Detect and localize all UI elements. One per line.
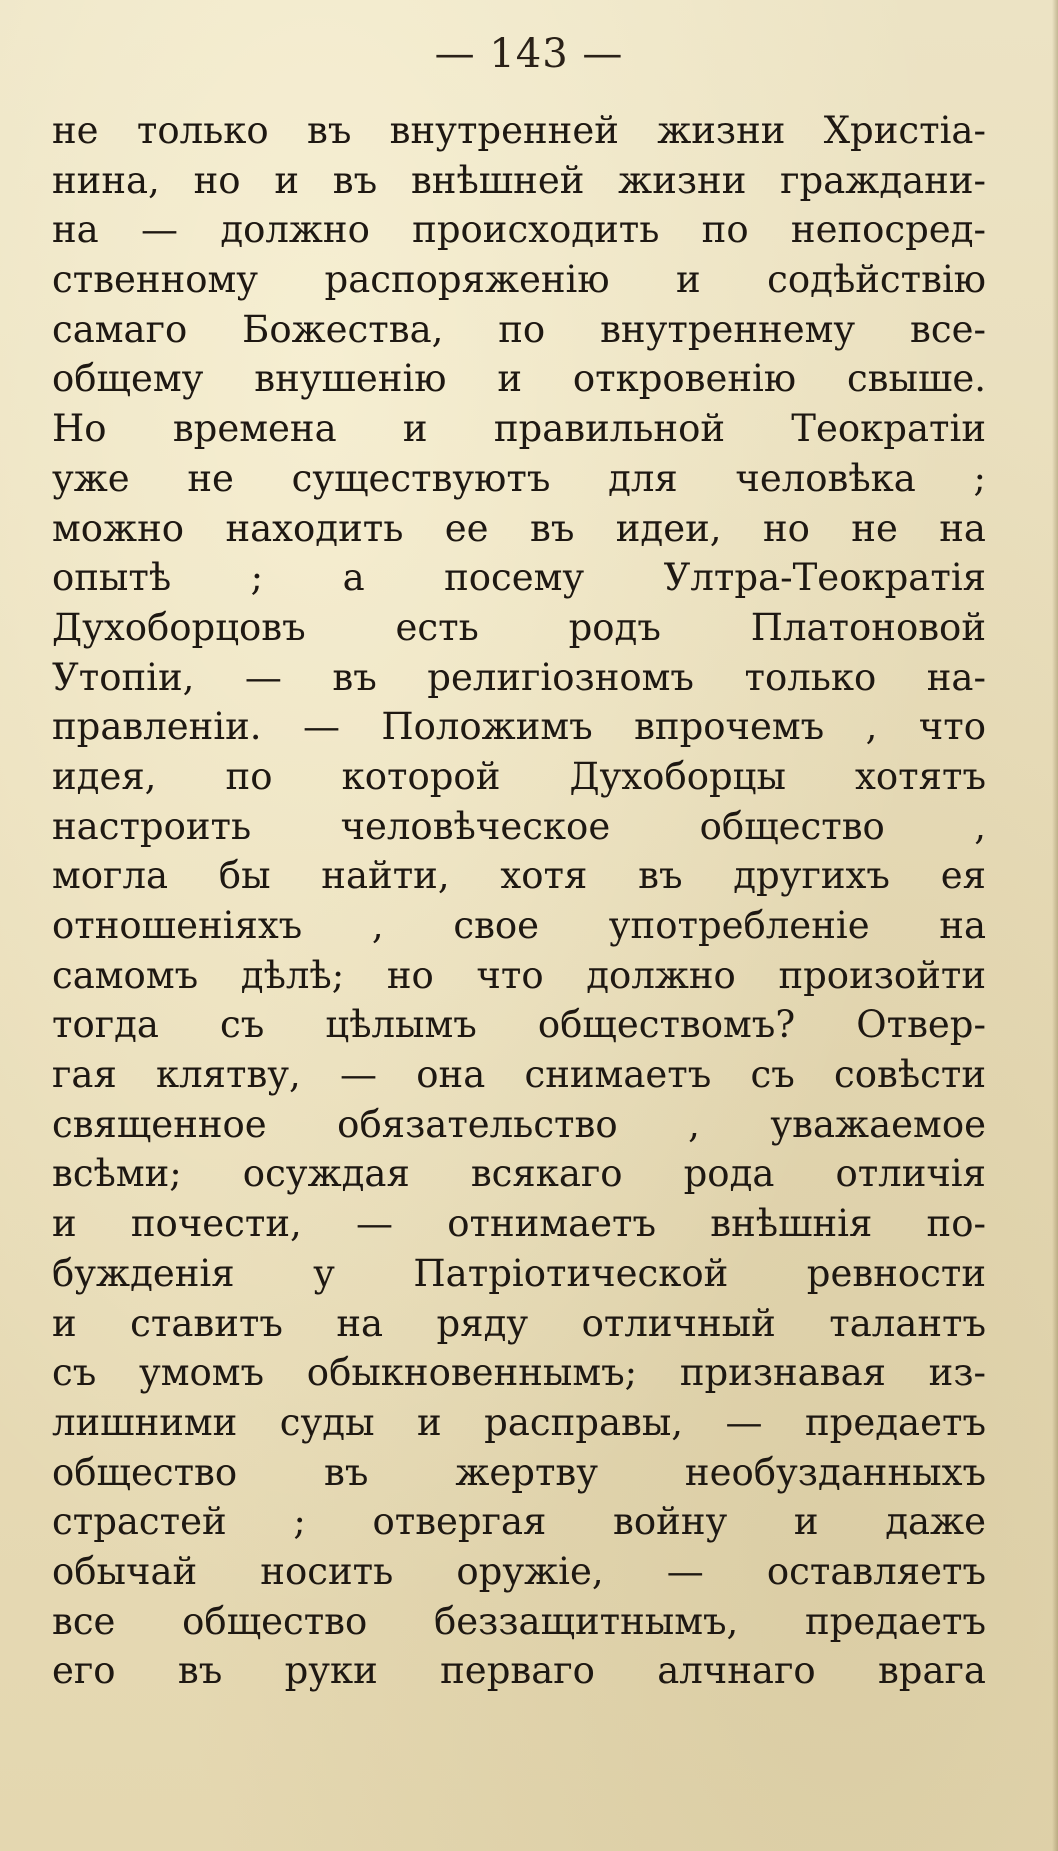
text-line: не только въ внутренней жизни Христіа-	[52, 109, 986, 152]
text-line: страстей ; отвергая войну и даже	[52, 1500, 986, 1544]
text-line: настроить человѣческое общество ,	[52, 804, 986, 848]
text-line: съ умомъ обыкновеннымъ; признавая из-	[52, 1351, 986, 1395]
text-line: можно находить ее въ идеи, но не на	[52, 506, 986, 550]
text-line: гая клятву, — она снимаетъ съ совѣсти	[52, 1053, 986, 1097]
text-line: всѣми; осуждая всякаго рода отличія	[52, 1152, 986, 1196]
text-line: лишними суды и расправы, — предаетъ	[52, 1400, 986, 1444]
text-line: уже не существуютъ для человѣка ;	[52, 456, 986, 500]
text-line: идея, по которой Духоборцы хотятъ	[52, 754, 986, 798]
text-line: и ставитъ на ряду отличный талантъ	[52, 1301, 986, 1345]
text-line: отношеніяхъ , свое употребленіе на	[52, 904, 986, 947]
text-line: самаго Божества, по внутреннему все-	[52, 307, 986, 351]
text-line: бужденія у Патріотической ревности	[52, 1251, 986, 1295]
text-line: общему внушенію и откровенію свыше.	[52, 357, 986, 401]
text-line: общество въ жертву необузданныхъ	[52, 1450, 986, 1494]
text-line: священное обязательство , уважаемое	[52, 1102, 986, 1146]
text-line: обычай носить оружіе, — оставляетъ	[52, 1549, 986, 1593]
text-line: могла бы найти, хотя въ другихъ ея	[52, 854, 986, 898]
text-line: тогда съ цѣлымъ обществомъ? Отвер-	[52, 1003, 986, 1047]
body-text	[52, 106, 986, 1696]
text-line: Но времена и правильной Теократіи	[52, 407, 986, 451]
text-line: Духоборцовъ есть родъ Платоновой	[52, 605, 986, 649]
text-line: опытѣ ; а посему Ултра-Теократія	[52, 556, 986, 600]
text-line: нина, но и въ внѣшней жизни граждани-	[52, 158, 986, 202]
text-line: ственному распоряженію и содѣйствію	[52, 258, 986, 302]
text-line: правленіи. — Положимъ впрочемъ , что	[52, 705, 986, 749]
page-number: — 143 —	[434, 31, 624, 77]
text-line: самомъ дѣлѣ; но что должно произойти	[52, 953, 986, 997]
text-line: на — должно происходить по непосред-	[52, 208, 986, 252]
text-line: Утопіи, — въ религіозномъ только на-	[52, 655, 986, 699]
text-line: и почести, — отнимаетъ внѣшнія по-	[52, 1202, 986, 1246]
text-line: все общество беззащитнымъ, предаетъ	[52, 1599, 986, 1643]
text-line: его въ руки перваго алчнаго врага	[52, 1649, 986, 1693]
